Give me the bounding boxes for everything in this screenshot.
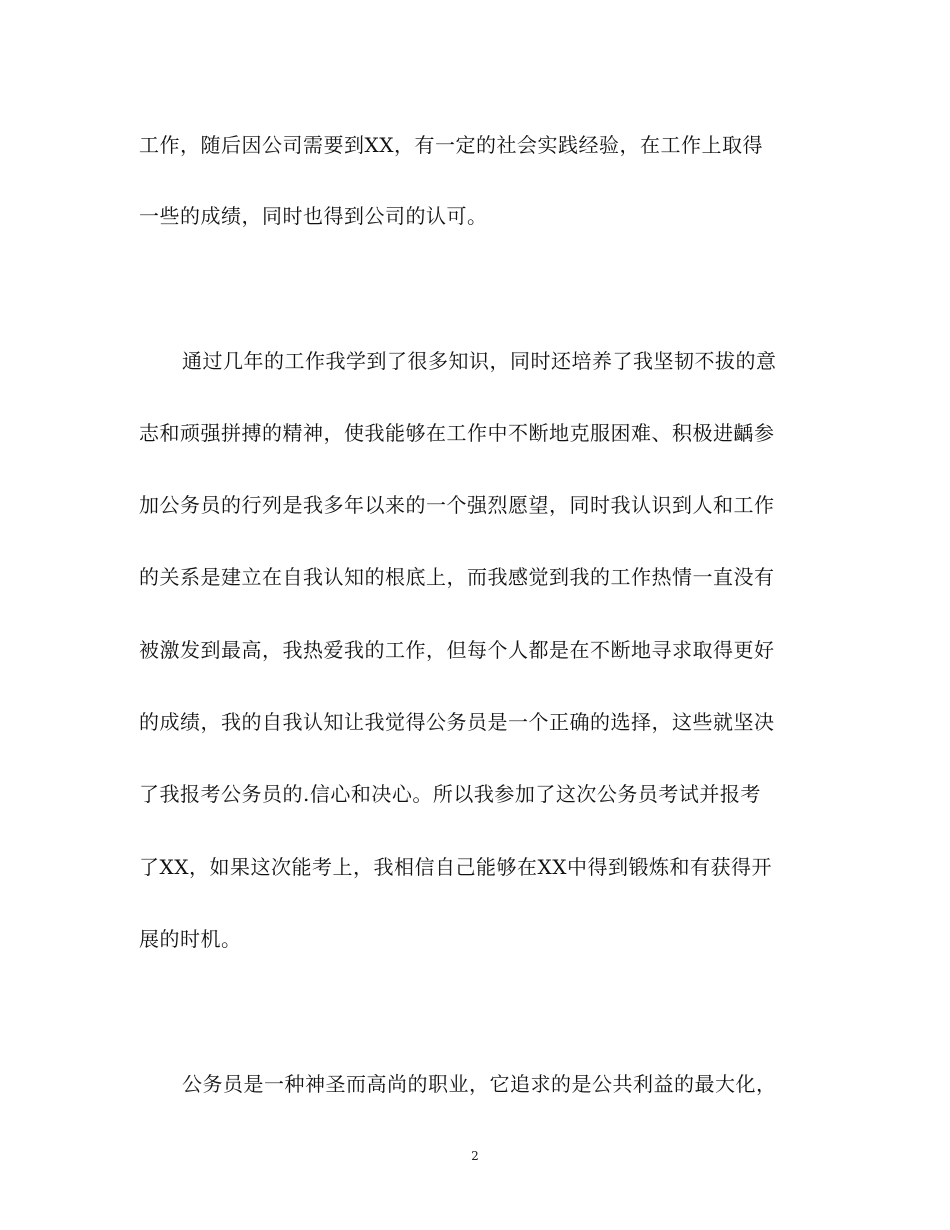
paragraph-2-line-4: 的关系是建立在自我认知的根底上，而我感觉到我的工作热情一直没有 (139, 565, 775, 589)
paragraph-2-line-9: 展的时机。 (139, 927, 242, 951)
page-number: 2 (471, 1149, 479, 1163)
paragraph-1-line-1: 工作，随后因公司需要到XX，有一定的社会实践经验，在工作上取得 (139, 133, 763, 157)
paragraph-2-line-2: 志和顽强拼搏的精神，使我能够在工作中不断地克服困难、积极进齲参 (139, 421, 775, 445)
paragraph-2-line-8: 了XX，如果这次能考上，我相信自己能够在XX中得到锻炼和有获得开 (139, 855, 772, 879)
paragraph-2-line-5: 被激发到最高，我热爱我的工作，但每个人都是在不断地寻求取得更好 (139, 638, 775, 662)
paragraph-1-line-2: 一些的成绩，同时也得到公司的认可。 (139, 204, 488, 228)
paragraph-2-line-3: 加公务员的行列是我多年以来的一个强烈愿望，同时我认识到人和工作 (139, 493, 775, 517)
paragraph-2-line-7: 了我报考公务员的.信心和决心。所以我参加了这次公务员考试并报考 (139, 782, 761, 806)
paragraph-2-line-1: 通过几年的工作我学到了很多知识，同时还培养了我坚韧不拔的意 (182, 349, 777, 373)
paragraph-3-line-1: 公务员是一种神圣而高尚的职业，它追求的是公共利益的最大化， (182, 1072, 777, 1096)
paragraph-2-line-6: 的成绩，我的自我认知让我觉得公务员是一个正确的选择，这些就坚决 (139, 710, 775, 734)
